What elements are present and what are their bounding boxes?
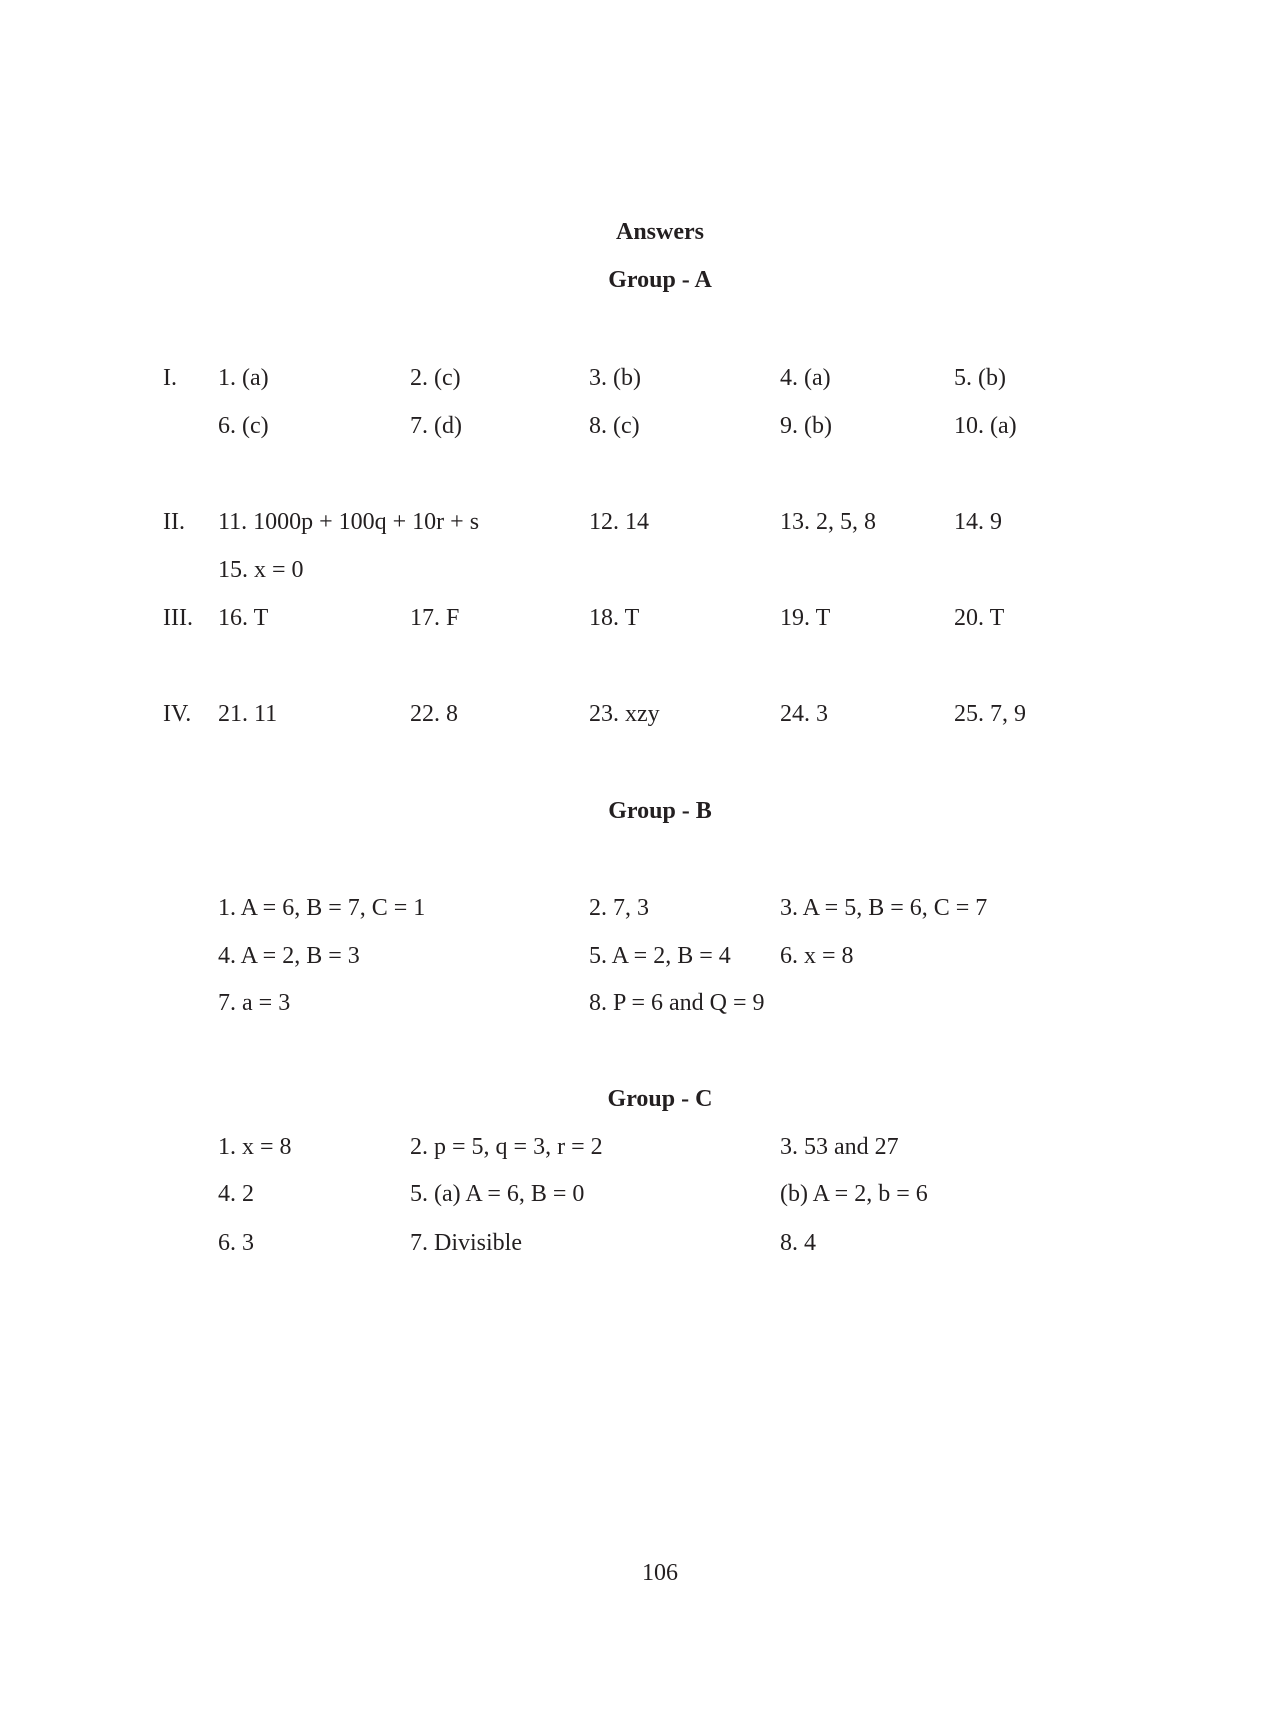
answer-item: 8. P = 6 and Q = 9 [589, 990, 765, 1016]
answer-item: 13. 2, 5, 8 [780, 509, 876, 535]
answer-item: 8. (c) [589, 413, 640, 439]
answer-item: 4. (a) [780, 365, 831, 391]
answer-item: 2. 7, 3 [589, 895, 649, 921]
answer-item: 4. 2 [218, 1181, 254, 1207]
group-c-heading: Group - C [607, 1086, 713, 1112]
answer-item: 5. (b) [954, 365, 1006, 391]
answer-item: 20. T [954, 605, 1005, 631]
answer-item: 10. (a) [954, 413, 1017, 439]
answer-item: 7. (d) [410, 413, 462, 439]
section-ii-label: II. [163, 509, 185, 535]
answer-item: 22. 8 [410, 701, 458, 727]
answer-item: 3. 53 and 27 [780, 1134, 899, 1160]
answer-item: 15. x = 0 [218, 557, 304, 583]
answer-item: 5. (a) A = 6, B = 0 [410, 1181, 585, 1207]
answer-item: 7. a = 3 [218, 990, 291, 1016]
answer-item: 7. Divisible [410, 1230, 522, 1256]
page-title: Answers [616, 219, 704, 245]
section-i-label: I. [163, 365, 177, 391]
section-iv-label: IV. [163, 701, 192, 727]
group-a-heading: Group - A [608, 267, 712, 293]
answer-item: 12. 14 [589, 509, 649, 535]
answer-item: 21. 11 [218, 701, 278, 727]
answer-item: 8. 4 [780, 1230, 816, 1256]
group-b-heading: Group - B [608, 798, 712, 824]
answer-item: 1. A = 6, B = 7, C = 1 [218, 895, 426, 921]
answer-item: 25. 7, 9 [954, 701, 1026, 727]
answer-item: 3. A = 5, B = 6, C = 7 [780, 895, 988, 921]
answer-item: 9. (b) [780, 413, 832, 439]
answer-item: 2. (c) [410, 365, 461, 391]
answer-item: 1. (a) [218, 365, 269, 391]
answer-item: 24. 3 [780, 701, 828, 727]
answer-item: (b) A = 2, b = 6 [780, 1181, 928, 1207]
answer-item: 14. 9 [954, 509, 1002, 535]
answer-item: 16. T [218, 605, 269, 631]
answer-item: 6. 3 [218, 1230, 254, 1256]
answer-item: 18. T [589, 605, 640, 631]
section-iii-label: III. [163, 605, 193, 631]
answer-item: 1. x = 8 [218, 1134, 292, 1160]
answer-item: 17. F [410, 605, 460, 631]
answer-item: 2. p = 5, q = 3, r = 2 [410, 1134, 603, 1160]
answer-item: 19. T [780, 605, 831, 631]
answer-item: 11. 1000p + 100q + 10r + s [218, 509, 480, 535]
answer-item: 5. A = 2, B = 4 [589, 943, 731, 969]
answer-item: 4. A = 2, B = 3 [218, 943, 360, 969]
answer-item: 6. (c) [218, 413, 269, 439]
answer-item: 3. (b) [589, 365, 641, 391]
answer-item: 23. xzy [589, 701, 660, 727]
answer-item: 6. x = 8 [780, 943, 854, 969]
page-number: 106 [642, 1560, 678, 1586]
